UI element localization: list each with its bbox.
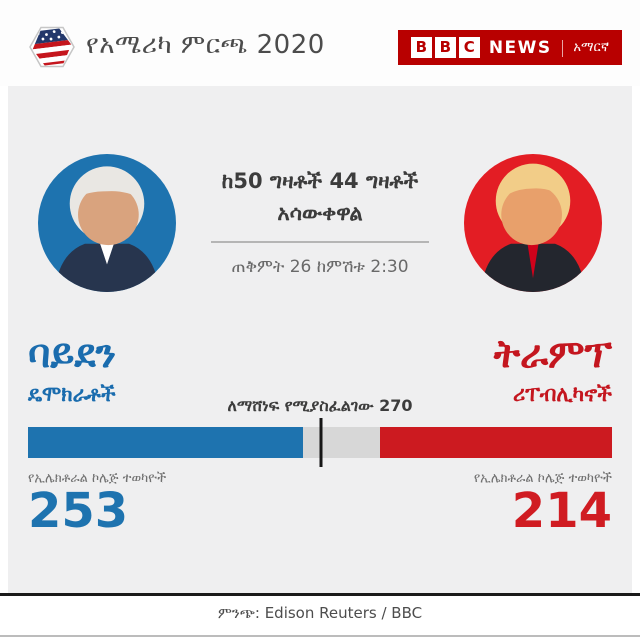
- trump-photo: [464, 154, 602, 292]
- page-title: የአሜሪካ ምርጫ 2020: [86, 30, 325, 60]
- status-timestamp: ጠቅምት 26 ከምሽቱ 2:30: [231, 257, 409, 277]
- header: [0, 0, 640, 86]
- bbc-letter-b2: B: [435, 37, 456, 58]
- biden-votes-value: 253: [28, 483, 129, 539]
- bottom-hairline: [0, 635, 640, 637]
- bbc-news-label: NEWS: [488, 37, 552, 58]
- card-bottom-rule: [0, 593, 640, 596]
- bbc-separator: |: [559, 37, 566, 58]
- trump-name: ትራምፕ: [493, 332, 612, 377]
- trump-party: ሪፐብሊካኖች: [513, 381, 612, 406]
- us-flag-icon: [28, 24, 76, 70]
- biden-silhouette-icon: [38, 154, 176, 292]
- trump-votes-value: 214: [511, 483, 612, 539]
- bar-biden-fill: [28, 427, 303, 458]
- bar-270-tick: [320, 418, 323, 467]
- biden-party: ዴሞክራቶች: [28, 381, 116, 406]
- bbc-news-logo: [398, 30, 622, 65]
- electoral-race-bar: [28, 427, 612, 458]
- trump-votes-label: የኢሌክቶራል ኮሌጅ ተወካዮች: [473, 471, 612, 486]
- trump-silhouette-icon: [464, 154, 602, 292]
- biden-name: ባይደን: [28, 332, 117, 377]
- bar-trump-fill: [380, 427, 612, 458]
- status-divider: [211, 241, 429, 243]
- status-block: [170, 166, 470, 277]
- bbc-letter-c: C: [459, 37, 480, 58]
- biden-votes-label: የኢሌክቶራል ኮሌጅ ተወካዮች: [28, 471, 167, 486]
- bbc-language-label: አማርኛ: [573, 40, 609, 55]
- states-reported-line1: ከ50 ግዛቶች 44 ግዛቶች: [221, 169, 419, 193]
- states-reported-line2: አሳውቀዋል: [277, 200, 363, 225]
- source-credit: ምንጭ: Edison Reuters / BBC: [217, 604, 423, 622]
- biden-photo: [38, 154, 176, 292]
- needed-to-win-label: ለማሸነፍ የሚያስፈልገው 270: [227, 396, 413, 415]
- bbc-letter-b1: B: [411, 37, 432, 58]
